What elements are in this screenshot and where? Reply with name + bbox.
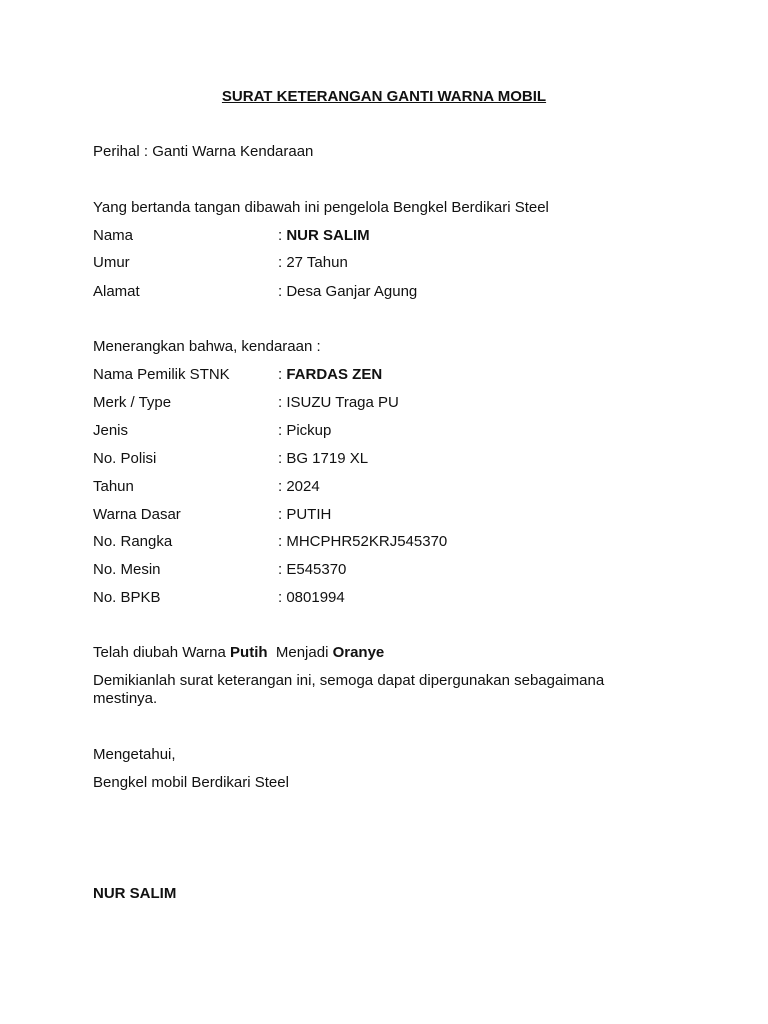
bpkb-number: 0801994 <box>286 589 345 606</box>
signer-name: NUR SALIM <box>286 227 370 244</box>
change-prefix: Telah diubah Warna <box>93 644 231 661</box>
brand-label: Merk / Type <box>93 394 172 411</box>
owner-label: Nama Pemilik STNK <box>93 366 230 383</box>
chassis-number: MHCPHR52KRJ545370 <box>286 533 448 550</box>
signer-address-value <box>278 283 417 301</box>
owner-value <box>278 366 382 384</box>
separator: : <box>278 254 287 271</box>
vehicle-intro-line: Menerangkan bahwa, kendaraan : <box>93 338 321 355</box>
closing-paragraph: Demikianlah surat keterangan ini, semoga dapat dipergunakan sebagaimana mestinya. <box>93 672 605 707</box>
base-color-label: Warna Dasar <box>93 506 181 523</box>
new-color: Oranye <box>332 644 385 661</box>
mengetahui-line: Mengetahui, <box>93 746 176 763</box>
brand-value <box>278 394 399 412</box>
signer-address: Desa Ganjar Agung <box>286 283 418 300</box>
signer-age: 27 Tahun <box>286 254 348 271</box>
old-color: Putih <box>230 644 268 661</box>
company-line: Bengkel mobil Berdikari Steel <box>93 774 289 791</box>
signer-name-label: Nama <box>93 227 134 244</box>
year: 2024 <box>286 478 320 495</box>
plate-number: BG 1719 XL <box>286 450 369 467</box>
bpkb-value <box>278 589 345 607</box>
engine-value <box>278 561 346 579</box>
year-value <box>278 478 320 496</box>
chassis-value <box>278 533 447 551</box>
base-color: PUTIH <box>286 506 332 523</box>
year-label: Tahun <box>93 478 134 495</box>
intro-line: Yang bertanda tangan dibawah ini pengelola Bengkel Berdikari Steel <box>93 199 549 216</box>
separator: : <box>278 561 287 578</box>
perihal-line: Perihal : Ganti Warna Kendaraan <box>93 143 314 160</box>
separator: : <box>278 533 287 550</box>
separator: : <box>278 366 287 383</box>
type-value <box>278 422 331 440</box>
color-change-line <box>93 644 384 662</box>
separator: : <box>278 394 287 411</box>
change-middle: Menjadi <box>267 644 333 661</box>
signer-age-label: Umur <box>93 254 130 271</box>
bpkb-label: No. BPKB <box>93 589 161 606</box>
separator: : <box>278 506 287 523</box>
engine-label: No. Mesin <box>93 561 161 578</box>
separator: : <box>278 283 287 300</box>
separator: : <box>278 589 287 606</box>
separator: : <box>278 478 287 495</box>
engine-number: E545370 <box>286 561 347 578</box>
type-label: Jenis <box>93 422 129 439</box>
separator: : <box>278 422 287 439</box>
plate-label: No. Polisi <box>93 450 157 467</box>
vehicle-type: Pickup <box>286 422 332 439</box>
document-title: SURAT KETERANGAN GANTI WARNA MOBIL <box>221 88 547 105</box>
chassis-label: No. Rangka <box>93 533 173 550</box>
signer-name-value <box>278 227 370 245</box>
plate-value <box>278 450 368 468</box>
brand: ISUZU Traga PU <box>286 394 399 411</box>
signature-name: NUR SALIM <box>93 885 177 902</box>
owner-name: FARDAS ZEN <box>286 366 383 383</box>
signer-age-value <box>278 254 348 272</box>
separator: : <box>278 227 287 244</box>
base-color-value <box>278 506 331 524</box>
separator: : <box>278 450 287 467</box>
signer-address-label: Alamat <box>93 283 140 300</box>
